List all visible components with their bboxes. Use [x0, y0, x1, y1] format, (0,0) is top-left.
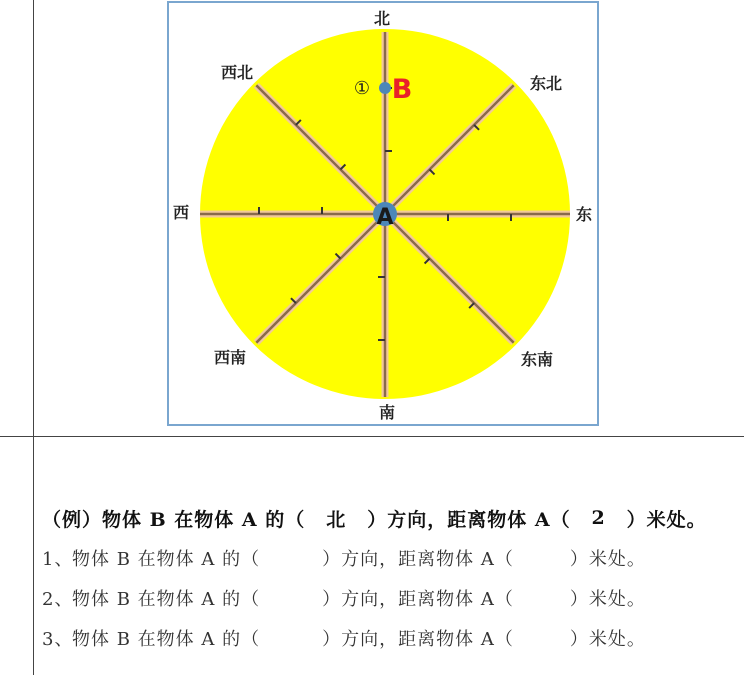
label-northwest: 西北: [220, 63, 254, 82]
table-horizontal-border: [0, 436, 744, 437]
question-suffix: ）米处。: [569, 549, 646, 570]
example-answer-distance: 2: [591, 507, 606, 529]
question-prefix: 物体 B 在物体 A 的（: [72, 629, 261, 650]
question-prefix: 物体 B 在物体 A 的（: [72, 549, 261, 570]
center-point-label: A: [376, 205, 394, 230]
label-south: 南: [378, 403, 396, 422]
question-suffix: ）米处。: [569, 629, 646, 650]
question-suffix: ）米处。: [569, 589, 646, 610]
question-item: [42, 578, 742, 618]
question-prefix: 物体 B 在物体 A 的（: [72, 589, 261, 610]
example-suffix: ）米处。: [626, 508, 707, 531]
question-middle: ）方向，距离物体 A（: [322, 629, 514, 650]
label-west: 西: [172, 203, 190, 222]
label-southwest: 西南: [213, 348, 247, 367]
question-number: 1、: [42, 549, 74, 570]
example-question: [42, 498, 742, 538]
question-middle: ）方向，距离物体 A（: [322, 549, 514, 570]
question-number: 3、: [42, 629, 74, 650]
example-prefix: （例）物体 B 在物体 A 的（: [42, 508, 306, 531]
question-middle: ）方向，距离物体 A（: [322, 589, 514, 610]
label-east: 东: [575, 205, 593, 224]
example-answer-direction: 北: [326, 508, 347, 531]
question-number: 2、: [42, 589, 74, 610]
label-southeast: 东南: [520, 350, 554, 369]
point-b-label: B: [391, 74, 413, 105]
question-item: [42, 538, 742, 578]
question-list: [42, 498, 742, 658]
question-item: [42, 618, 742, 658]
label-north: 北: [373, 9, 391, 28]
label-northeast: 东北: [529, 74, 563, 93]
point-b-dot: [379, 82, 391, 94]
marker-number: ①: [353, 78, 371, 99]
example-middle: ）方向，距离物体 A（: [367, 508, 571, 531]
